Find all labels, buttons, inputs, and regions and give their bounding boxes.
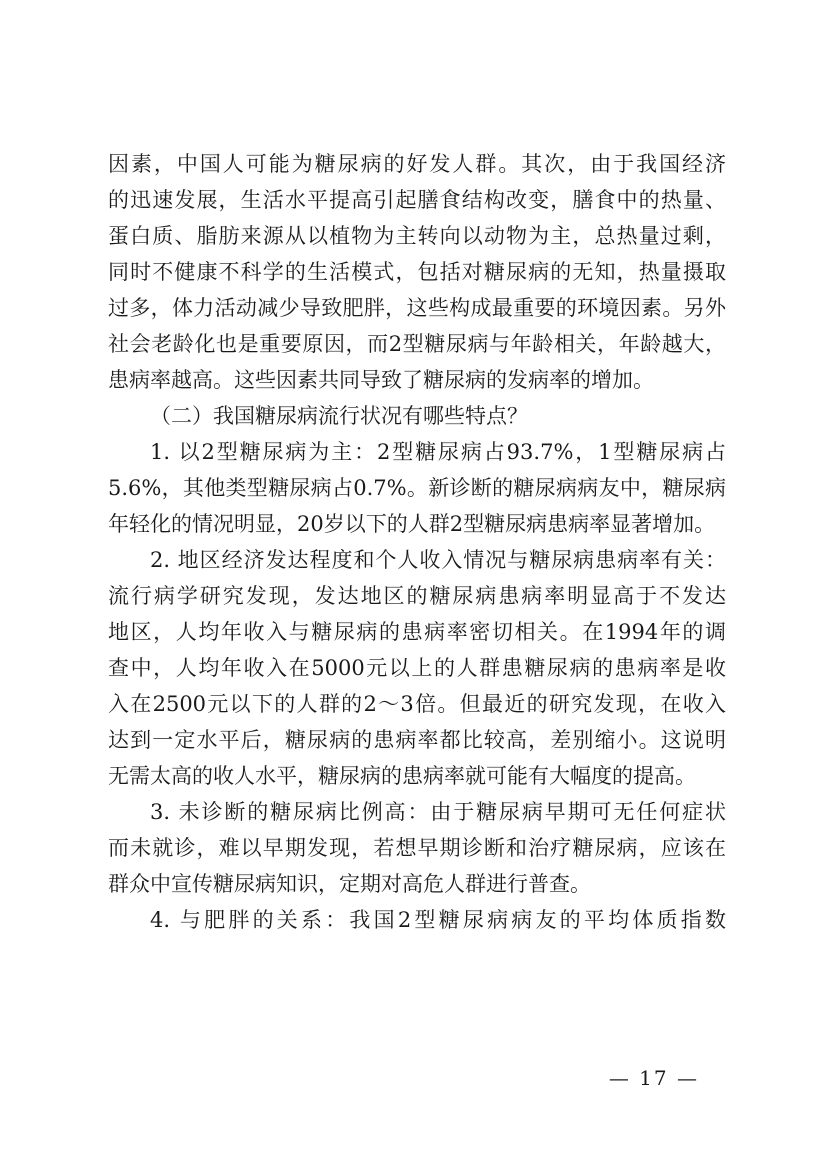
- paragraph-point-1: [108, 434, 726, 542]
- text-line: 2. 地区经济发达程度和个人收入情况与糖尿病患病率有关：: [150, 548, 726, 572]
- text-line: 地区，人均年收入与糖尿病的患病率密切相关。在1994年的调: [108, 620, 726, 644]
- text-line: 无需太高的收人水平，糖尿病的患病率就可能有大幅度的提高。: [108, 764, 696, 788]
- heading-line: （二）我国糖尿病流行状况有哪些特点？: [150, 404, 528, 428]
- paragraph-point-2: [108, 542, 726, 794]
- paragraph-environment-factors: [108, 146, 726, 398]
- text-line: 而未就诊，难以早期发现，若想早期诊断和治疗糖尿病，应该在: [108, 836, 726, 860]
- text-line: 群众中宣传糖尿病知识，定期对高危人群进行普查。: [108, 872, 591, 896]
- text-line: 蛋白质、脂肪来源从以植物为主转向以动物为主，总热量过剩，: [108, 224, 726, 248]
- text-line: 3. 未诊断的糖尿病比例高：由于糖尿病早期可无任何症状: [150, 800, 726, 824]
- text-line: 社会老龄化也是重要原因，而2型糖尿病与年龄相关，年龄越大，: [108, 332, 726, 356]
- text-line: 流行病学研究发现，发达地区的糖尿病患病率明显高于不发达: [108, 584, 726, 608]
- text-line: 因素，中国人可能为糖尿病的好发人群。其次，由于我国经济: [108, 152, 726, 176]
- paragraph-point-3: [108, 794, 726, 902]
- text-line: 入在2500元以下的人群的2～3倍。但最近的研究发现，在收入: [108, 692, 726, 716]
- text-line: 查中，人均年收入在5000元以上的人群患糖尿病的患病率是收: [108, 656, 726, 680]
- text-line: 5.6%，其他类型糖尿病占0.7%。新诊断的糖尿病病友中，糖尿病: [108, 476, 726, 500]
- section-heading: [108, 398, 726, 434]
- text-line: 4. 与肥胖的关系：我国2型糖尿病病友的平均体质指数: [150, 908, 726, 932]
- text-line: 1. 以2型糖尿病为主：2型糖尿病占93.7%，1型糖尿病占: [150, 440, 726, 464]
- text-line: 的迅速发展，生活水平提高引起膳食结构改变，膳食中的热量、: [108, 188, 726, 212]
- document-body: [108, 146, 726, 938]
- text-line: 同时不健康不科学的生活模式，包括对糖尿病的无知，热量摄取: [108, 260, 726, 284]
- text-line: 年轻化的情况明显，20岁以下的人群2型糖尿病患病率显著增加。: [108, 512, 716, 536]
- paragraph-point-4: [108, 902, 726, 938]
- text-line: 达到一定水平后，糖尿病的患病率都比较高，差别缩小。这说明: [108, 728, 726, 752]
- page-number: — 17 —: [608, 1066, 699, 1090]
- text-line: 患病率越高。这些因素共同导致了糖尿病的发病率的增加。: [108, 368, 654, 392]
- text-line: 过多，体力活动减少导致肥胖，这些构成最重要的环境因素。另外: [108, 296, 726, 320]
